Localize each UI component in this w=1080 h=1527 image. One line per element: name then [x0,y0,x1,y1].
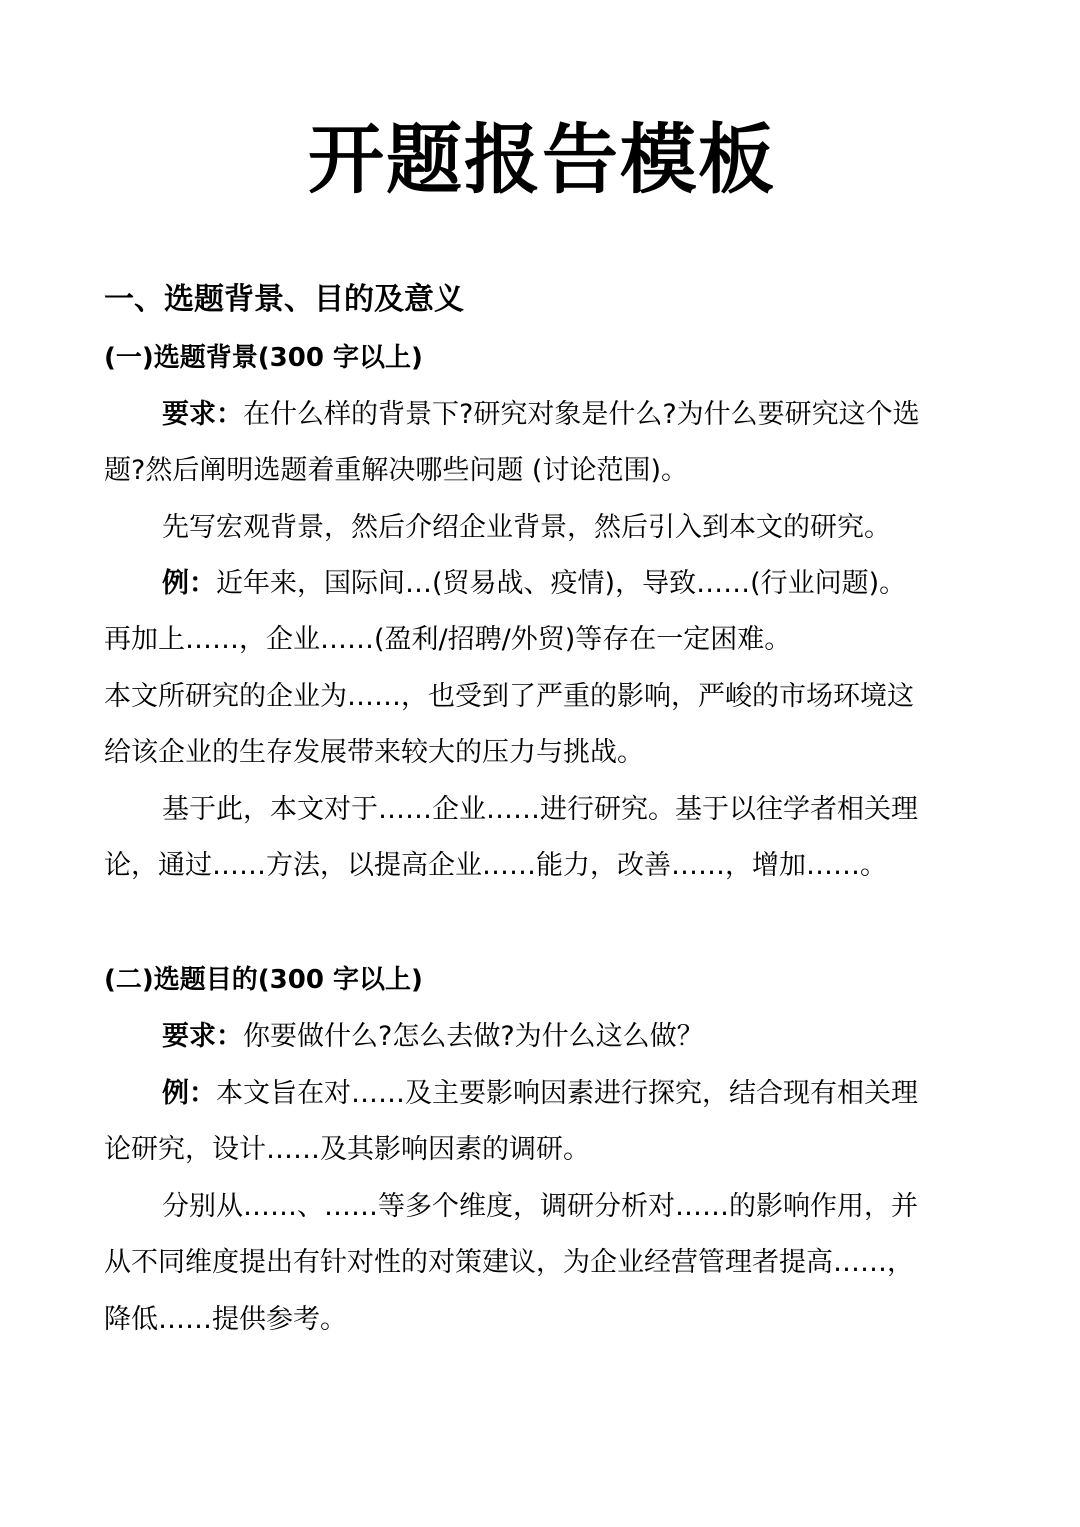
subsection-heading-background: (一)选题背景(300 字以上) [104,343,423,373]
company-paragraph-line-2: 给该企业的生存发展带来较大的压力与挑战。 [104,737,644,768]
purpose-example-line-2: 论研究，设计……及其影响因素的调研。 [104,1134,590,1165]
company-paragraph-line-1: 本文所研究的企业为……，也受到了严重的影响，严峻的市场环境这 [104,681,914,712]
dimension-paragraph-line-2: 从不同维度提出有针对性的对策建议，为企业经营管理者提高……， [104,1247,914,1278]
research-paragraph-line-1: 基于此，本文对于……企业……进行研究。基于以往学者相关理 [162,794,918,825]
example-paragraph-line-1 [104,564,980,604]
background-approach-paragraph: 先写宏观背景，然后介绍企业背景，然后引入到本文的研究。 [162,512,891,543]
purpose-example-label: 例： [162,1078,216,1109]
example-text-1: 近年来，国际间…(贸易战、疫情)，导致……(行业问题)。 [216,568,907,599]
requirement-text-1: 在什么样的背景下?研究对象是什么?为什么要研究这个选 [243,399,920,430]
purpose-example-text-1: 本文旨在对……及主要影响因素进行探究，结合现有相关理 [216,1078,918,1109]
purpose-example-line-1 [104,1074,980,1114]
section-heading-1: 一、选题背景、目的及意义 [104,282,464,317]
requirement-paragraph-line-2: 题?然后阐明选题着重解决哪些问题 (讨论范围)。 [104,455,688,486]
dimension-paragraph-line-1: 分别从……、……等多个维度，调研分析对……的影响作用，并 [162,1191,918,1222]
example-label: 例： [162,568,216,599]
requirement-label: 要求： [162,399,243,430]
research-paragraph-line-2: 论，通过……方法，以提高企业……能力，改善……，增加……。 [104,850,887,881]
document-title: 开题报告模板 [308,115,776,204]
purpose-requirement-label: 要求： [162,1021,243,1052]
dimension-paragraph-line-3: 降低……提供参考。 [104,1304,347,1335]
example-paragraph-line-2: 再加上……，企业……(盈利/招聘/外贸)等存在一定困难。 [104,624,792,655]
purpose-requirement-paragraph [104,1017,980,1057]
purpose-requirement-text: 你要做什么?怎么去做?为什么这么做？ [243,1021,704,1052]
subsection-heading-purpose: (二)选题目的(300 字以上) [104,965,423,995]
requirement-paragraph-line-1 [104,395,980,435]
